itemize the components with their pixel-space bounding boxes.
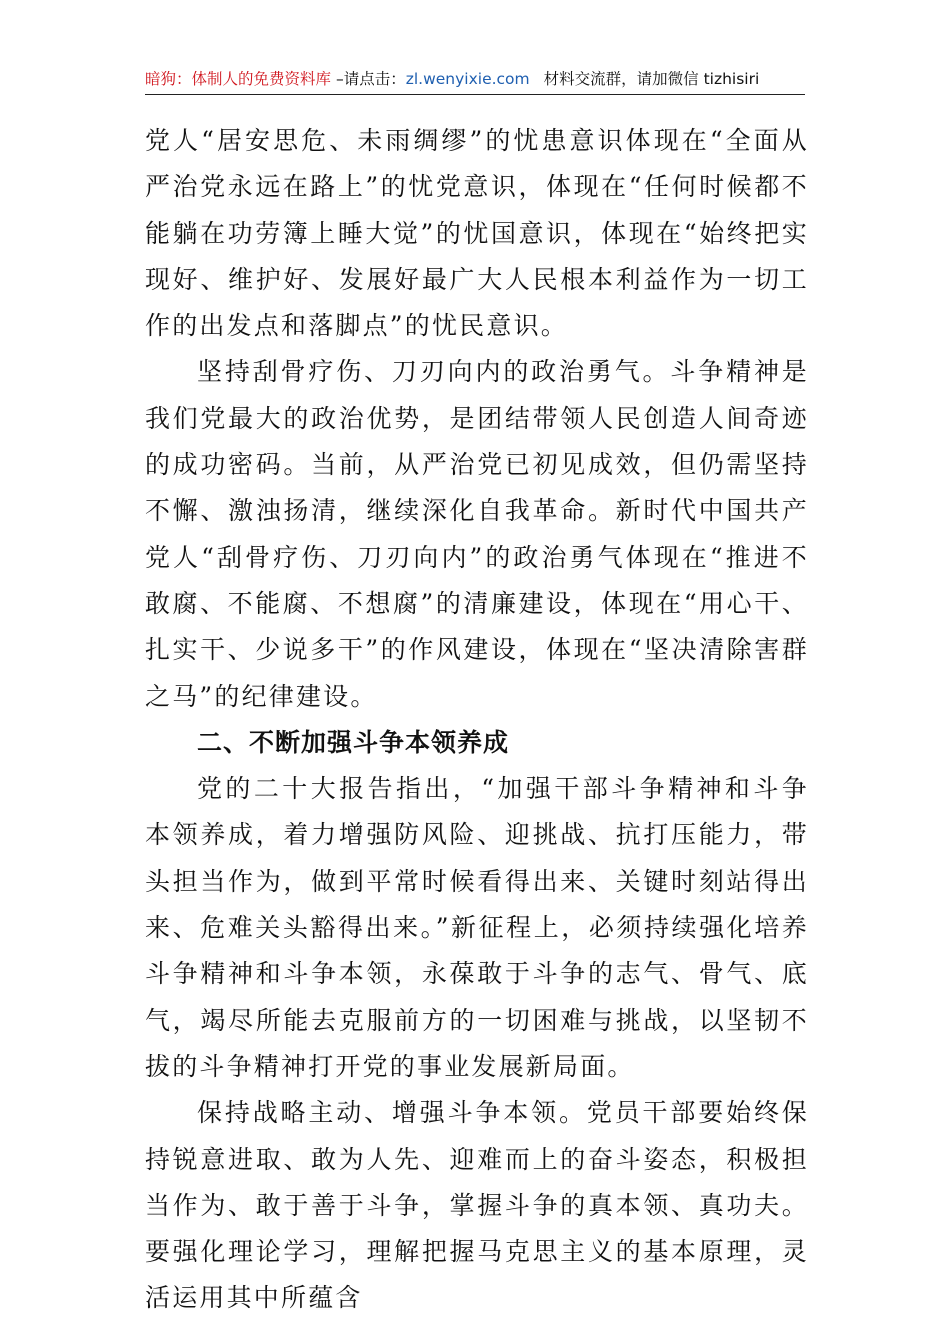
section-heading: 二、不断加强斗争本领养成 bbox=[197, 727, 510, 757]
header-brand: 暗狗：体制人的免费资料库 bbox=[145, 70, 332, 88]
paragraph: 党的二十大报告指出，“加强干部斗争精神和斗争本领养成，着力增强防风险、迎挑战、抗打压能力，带头担当作为，做到平常时候看得出来、关键时刻站得出来、危难关头豁得出来。”新征程上，必须持续强化培养斗争精神和斗争本领，永葆敢于斗争的志气、骨气、底气，竭尽所能去克服前方的一切困难与挑战，以坚韧不拔的斗争精神打开党的事业发展新局面。 bbox=[145, 774, 809, 1081]
header-divider bbox=[145, 94, 805, 95]
page-header bbox=[145, 66, 805, 92]
paragraph: 保持战略主动、增强斗争本领。党员干部要始终保持锐意进取、敢为人先、迎难而上的奋斗姿态，积极担当作为、敢于善于斗争，掌握斗争的真本领、真功夫。要强化理论学习，理解把握马克思主义的基本原理，灵活运用其中所蕴含 bbox=[145, 1098, 809, 1313]
header-note: 材料交流群，请加微信 tizhisiri bbox=[543, 70, 760, 88]
document-body bbox=[145, 118, 809, 1322]
paragraph: 坚持刮骨疗伤、刀刃向内的政治勇气。斗争精神是我们党最大的政治优势，是团结带领人民创造人间奇迹的成功密码。当前，从严治党已初见成效，但仍需坚持不懈、激浊扬清，继续深化自我革命。新时代中国共产党人“刮骨疗伤、刀刃向内”的政治勇气体现在“推进不敢腐、不能腐、不想腐”的清廉建设，体现在“用心干、扎实干、少说多干”的作风建设，体现在“坚决清除害群之马”的纪律建设。 bbox=[145, 357, 809, 711]
header-link[interactable]: zl.wenyixie.com bbox=[405, 70, 530, 88]
paragraph-continued: 党人“居安思危、未雨绸缪”的忧患意识体现在“全面从严治党永远在路上”的忧党意识，体现在“任何时候都不能躺在功劳簿上睡大觉”的忧国意识，体现在“始终把实现好、维护好、发展好最广大人民根本利益作为一切工作的出发点和落脚点”的忧民意识。 bbox=[145, 126, 809, 341]
header-separator: –请点击： bbox=[331, 70, 406, 88]
